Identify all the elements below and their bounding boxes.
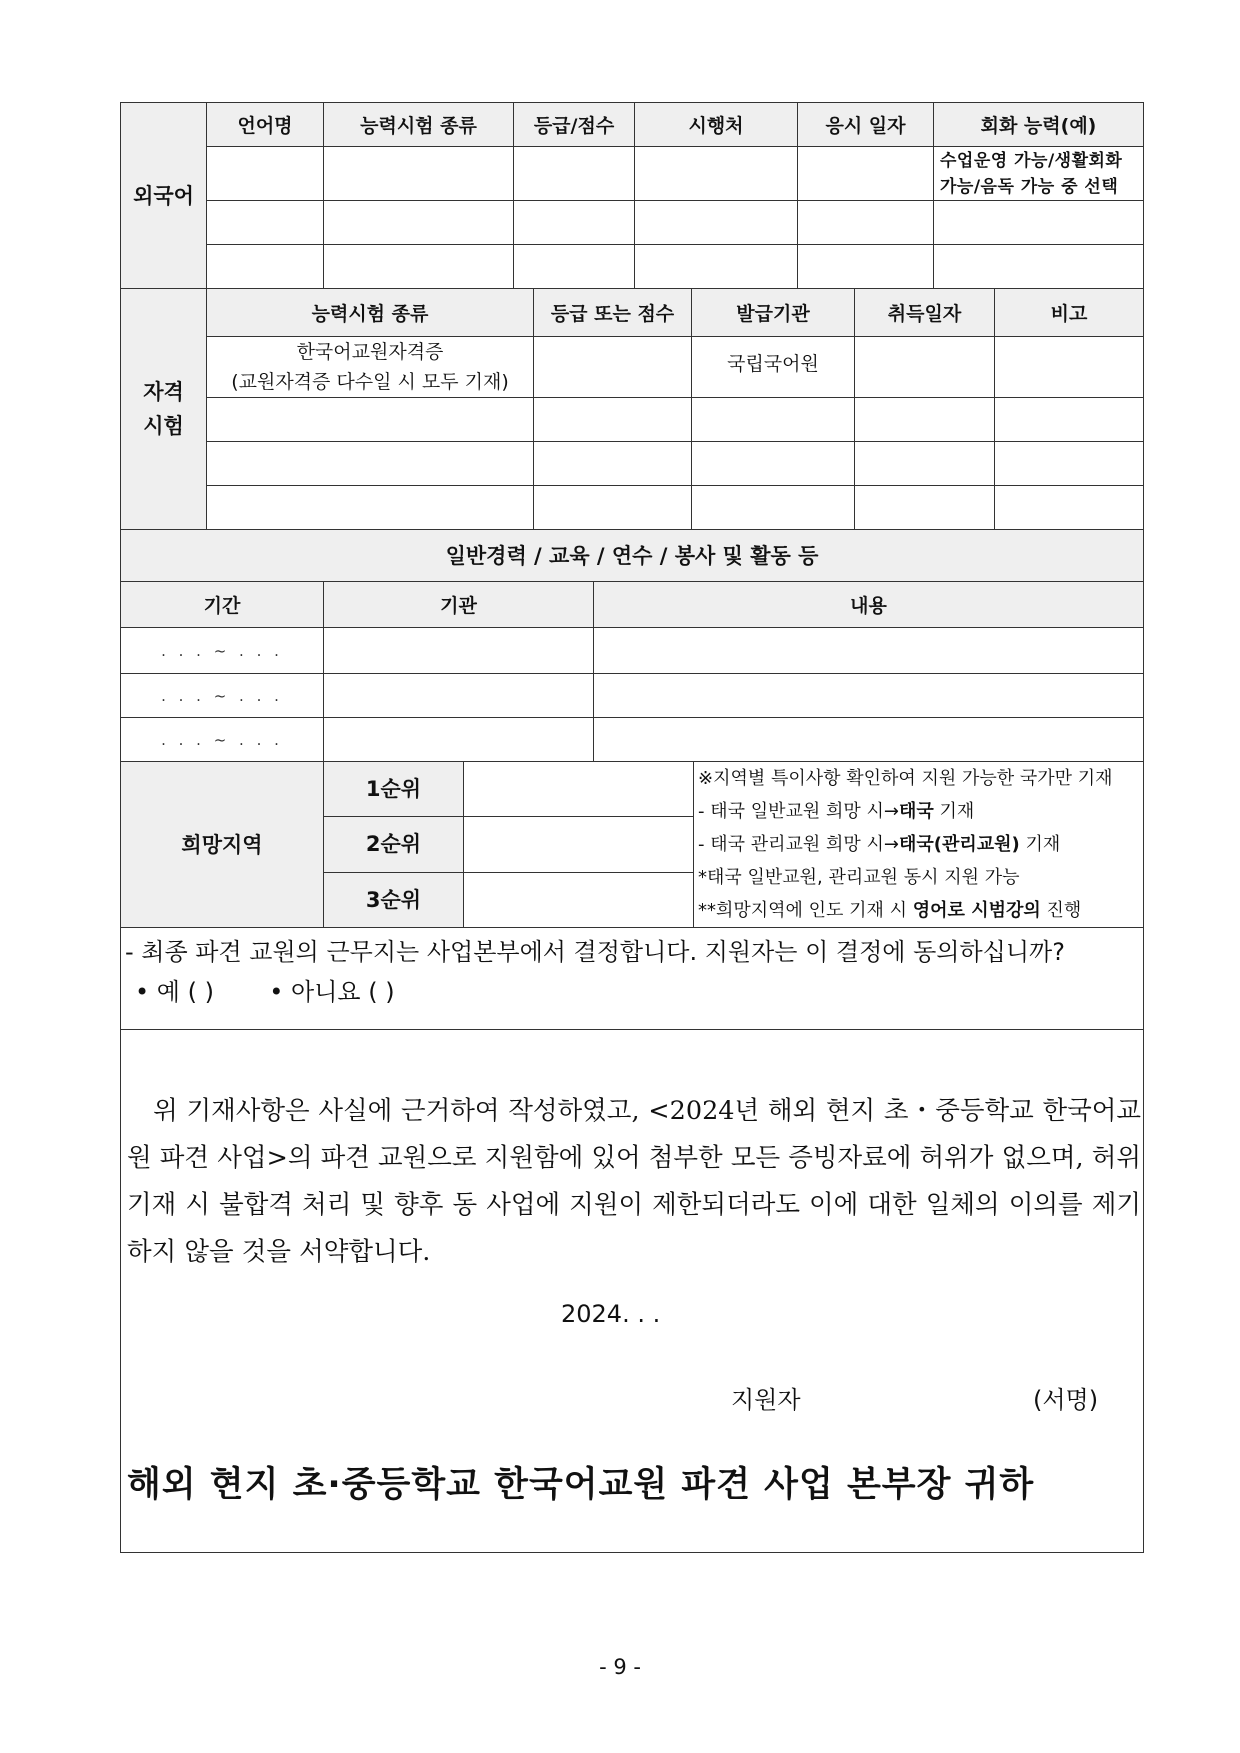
qual-grade-cell[interactable] — [534, 337, 692, 398]
header-qual-date: 취득일자 — [855, 289, 995, 337]
content-cell[interactable] — [594, 628, 1144, 674]
region-table — [120, 761, 1144, 1553]
conversation-cell[interactable] — [934, 245, 1144, 289]
header-qual-test-type: 능력시험 종류 — [207, 289, 534, 337]
header-qual-grade: 등급 또는 점수 — [534, 289, 692, 337]
test-date-cell[interactable] — [798, 147, 934, 201]
language-cell[interactable] — [207, 147, 324, 201]
recipient-line: 해외 현지 초·중등학교 한국어교원 파견 사업 본부장 귀하 — [127, 1465, 1035, 1505]
qual-type-cell[interactable] — [207, 398, 534, 442]
conversation-cell[interactable] — [934, 201, 1144, 245]
test-type-cell[interactable] — [324, 147, 514, 201]
period-cell[interactable]: . . . ~ . . . — [121, 718, 324, 762]
qual-remarks-cell[interactable] — [995, 486, 1144, 530]
conversation-hint[interactable]: 수업운영 가능/생활회화 가능/음독 가능 중 선택 — [934, 147, 1144, 201]
qual-type-cell[interactable]: 한국어교원자격증 (교원자격증 다수일 시 모두 기재) — [207, 337, 534, 398]
career-title: 일반경력 / 교육 / 연수 / 봉사 및 활동 등 — [121, 530, 1144, 582]
period-cell[interactable]: . . . ~ . . . — [121, 628, 324, 674]
qual-grade-cell[interactable] — [534, 486, 692, 530]
rank-2-label: 2순위 — [324, 817, 464, 872]
rank-3-input[interactable] — [464, 872, 694, 927]
qual-issuer-cell[interactable] — [692, 486, 855, 530]
test-type-cell[interactable] — [324, 245, 514, 289]
content-cell[interactable] — [594, 674, 1144, 718]
header-conversation-ability: 회화 능력(예) — [934, 103, 1144, 147]
desired-region-label: 희망지역 — [121, 762, 324, 928]
test-type-cell[interactable] — [324, 201, 514, 245]
organizer-cell[interactable] — [635, 147, 798, 201]
qual-date-cell[interactable] — [855, 398, 995, 442]
declaration-date[interactable]: 2024. . . — [561, 1300, 661, 1328]
application-form — [120, 102, 1143, 1553]
page-number: - 9 - — [599, 1655, 641, 1679]
qual-date-cell[interactable] — [855, 486, 995, 530]
rank-1-input[interactable] — [464, 762, 694, 817]
rank-3-label: 3순위 — [324, 872, 464, 927]
content-cell[interactable] — [594, 718, 1144, 762]
organizer-cell[interactable] — [635, 201, 798, 245]
header-institution: 기관 — [324, 582, 594, 628]
header-qual-issuer: 발급기관 — [692, 289, 855, 337]
grade-cell[interactable] — [514, 245, 635, 289]
header-test-date: 응시 일자 — [798, 103, 934, 147]
test-date-cell[interactable] — [798, 201, 934, 245]
language-cell[interactable] — [207, 201, 324, 245]
declaration-text: 위 기재사항은 사실에 근거하여 작성하였고, <2024년 해외 현지 초・중등학교 한국어교원 파견 사업>의 파견 교원으로 지원함에 있어 첨부한 모든 증빙자료에 허위가 없으며, 허위 기재 시 불합격 처리 및 향후 동 사업에 지원이 제한되더라도 이에 대한 일체의 이의를 제기하지 않을 것을 서약합니다. — [127, 1096, 1142, 1267]
qual-date-cell[interactable] — [855, 337, 995, 398]
foreign-language-label: 외국어 — [121, 103, 207, 289]
agreement-no-option[interactable]: • 아니요 ( ) — [269, 978, 395, 1006]
test-date-cell[interactable] — [798, 245, 934, 289]
header-grade-score: 등급/점수 — [514, 103, 635, 147]
qual-remarks-cell[interactable] — [995, 337, 1144, 398]
rank-2-input[interactable] — [464, 817, 694, 872]
header-language-name: 언어명 — [207, 103, 324, 147]
header-period: 기간 — [121, 582, 324, 628]
qual-grade-cell[interactable] — [534, 398, 692, 442]
grade-cell[interactable] — [514, 147, 635, 201]
institution-cell[interactable] — [324, 674, 594, 718]
header-test-type: 능력시험 종류 — [324, 103, 514, 147]
grade-cell[interactable] — [514, 201, 635, 245]
agreement-yes-option[interactable]: • 예 ( ) — [135, 978, 214, 1006]
agreement-cell — [121, 928, 1144, 1030]
career-table — [120, 529, 1144, 762]
qual-type-cell[interactable] — [207, 442, 534, 486]
qual-remarks-cell[interactable] — [995, 442, 1144, 486]
qual-type-cell[interactable] — [207, 486, 534, 530]
language-cell[interactable] — [207, 245, 324, 289]
qual-date-cell[interactable] — [855, 442, 995, 486]
qualification-label: 자격 시험 — [121, 289, 207, 530]
period-cell[interactable]: . . . ~ . . . — [121, 674, 324, 718]
header-qual-remarks: 비고 — [995, 289, 1144, 337]
header-content: 내용 — [594, 582, 1144, 628]
qual-issuer-cell[interactable] — [692, 398, 855, 442]
region-notes: ※지역별 특이사항 확인하여 지원 가능한 국가만 기재 - 태국 일반교원 희망 시→태국 기재 - 태국 관리교원 희망 시→태국(관리교원) 기재 *태국 일반교원, 관리교원 동시 지원 가능 **희망지역에 인도 기재 시 영어로 시범강의 진행 — [694, 762, 1144, 928]
signature-field[interactable]: (서명) — [1033, 1386, 1099, 1414]
agreement-question: - 최종 파견 교원의 근무지는 사업본부에서 결정합니다. 지원자는 이 결정에 동의하십니까? — [125, 938, 1065, 966]
rank-1-label: 1순위 — [324, 762, 464, 817]
declaration-cell — [121, 1030, 1144, 1553]
organizer-cell[interactable] — [635, 245, 798, 289]
institution-cell[interactable] — [324, 718, 594, 762]
foreign-language-table — [120, 102, 1144, 289]
institution-cell[interactable] — [324, 628, 594, 674]
qual-issuer-cell[interactable]: 국립국어원 — [692, 337, 855, 398]
qualification-table — [120, 288, 1144, 530]
signer-label: 지원자 — [731, 1386, 801, 1414]
qual-grade-cell[interactable] — [534, 442, 692, 486]
qual-remarks-cell[interactable] — [995, 398, 1144, 442]
header-test-organizer: 시행처 — [635, 103, 798, 147]
qual-issuer-cell[interactable] — [692, 442, 855, 486]
